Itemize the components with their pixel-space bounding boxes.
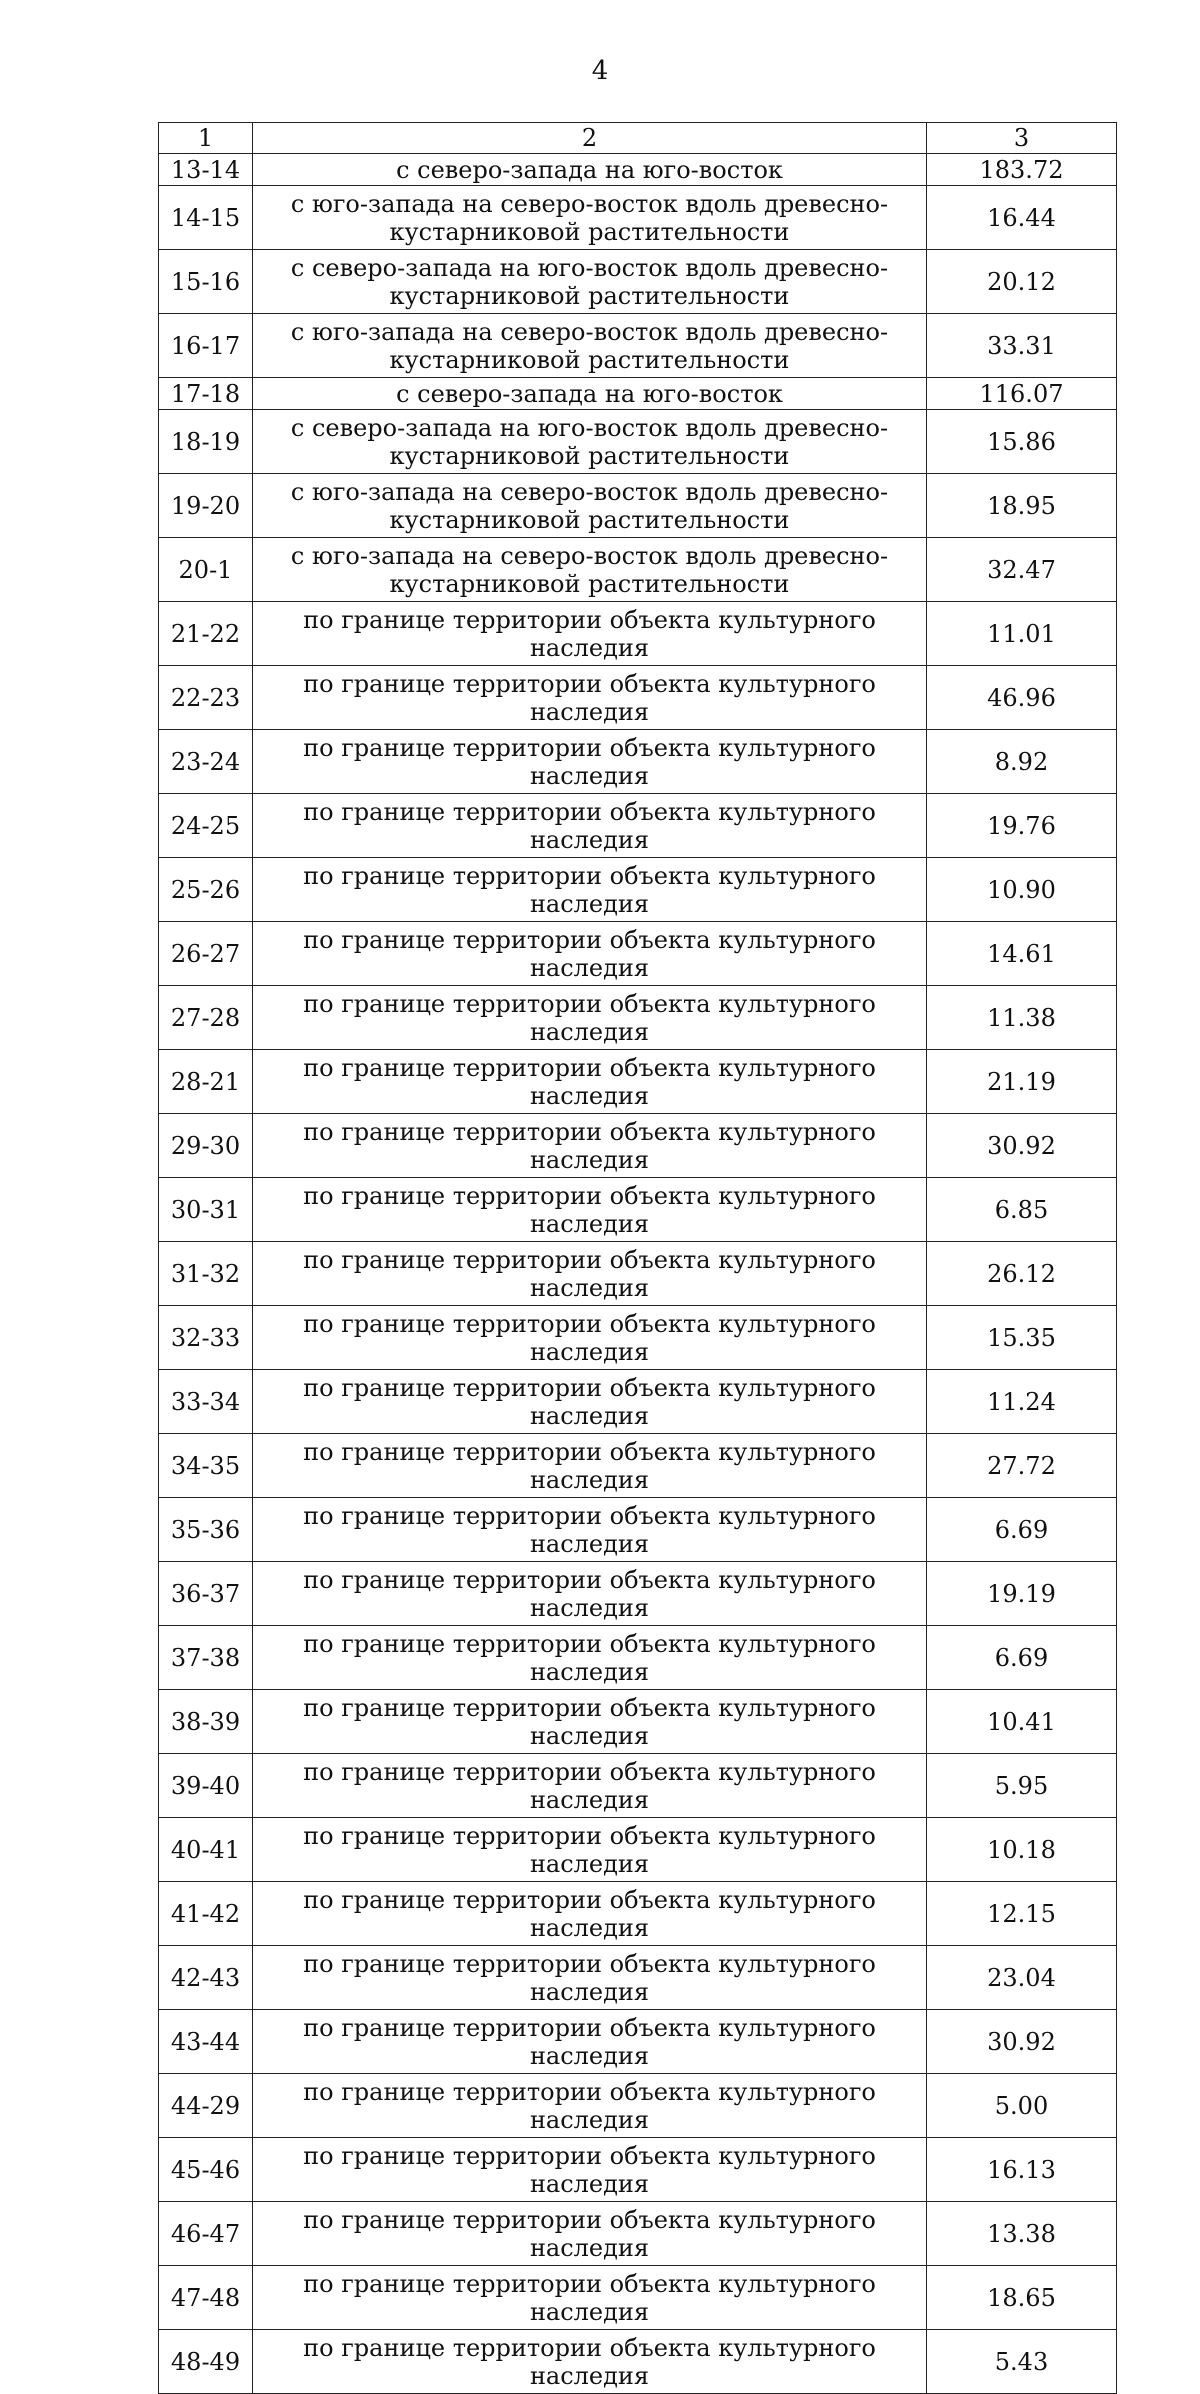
segment-cell: 38-39	[159, 1690, 253, 1754]
segment-cell: 39-40	[159, 1754, 253, 1818]
length-cell: 116.07	[927, 378, 1117, 410]
table-row	[159, 2330, 1117, 2394]
length-cell: 11.01	[927, 602, 1117, 666]
segment-cell: 25-26	[159, 858, 253, 922]
segment-cell: 34-35	[159, 1434, 253, 1498]
length-cell: 6.69	[927, 1498, 1117, 1562]
description-cell: по границе территории объекта культурного наследия	[253, 1050, 927, 1114]
description-cell: по границе территории объекта культурного наследия	[253, 2266, 927, 2330]
table-row	[159, 378, 1117, 410]
description-cell: по границе территории объекта культурного наследия	[253, 794, 927, 858]
length-cell: 5.95	[927, 1754, 1117, 1818]
length-cell: 30.92	[927, 2010, 1117, 2074]
table-row	[159, 730, 1117, 794]
length-cell: 10.90	[927, 858, 1117, 922]
segment-cell: 45-46	[159, 2138, 253, 2202]
table-row	[159, 2266, 1117, 2330]
description-cell: по границе территории объекта культурного наследия	[253, 2330, 927, 2394]
table-row	[159, 1306, 1117, 1370]
table-row	[159, 794, 1117, 858]
description-cell: по границе территории объекта культурного наследия	[253, 1434, 927, 1498]
segment-cell: 28-21	[159, 1050, 253, 1114]
segment-cell: 48-49	[159, 2330, 253, 2394]
table-row	[159, 922, 1117, 986]
table-row	[159, 410, 1117, 474]
length-cell: 23.04	[927, 1946, 1117, 2010]
description-cell: по границе территории объекта культурного наследия	[253, 1754, 927, 1818]
segment-cell: 20-1	[159, 538, 253, 602]
length-cell: 15.35	[927, 1306, 1117, 1370]
length-cell: 33.31	[927, 314, 1117, 378]
length-cell: 6.69	[927, 1626, 1117, 1690]
segment-cell: 24-25	[159, 794, 253, 858]
description-cell: по границе территории объекта культурного наследия	[253, 2010, 927, 2074]
description-cell: по границе территории объекта культурного наследия	[253, 986, 927, 1050]
table-row	[159, 602, 1117, 666]
segment-cell: 47-48	[159, 2266, 253, 2330]
description-cell: по границе территории объекта культурного наследия	[253, 1498, 927, 1562]
header-col-1: 1	[159, 123, 253, 154]
table-row	[159, 1946, 1117, 2010]
table-row	[159, 986, 1117, 1050]
length-cell: 16.13	[927, 2138, 1117, 2202]
length-cell: 32.47	[927, 538, 1117, 602]
description-cell: по границе территории объекта культурного наследия	[253, 1178, 927, 1242]
segment-cell: 14-15	[159, 186, 253, 250]
segment-cell: 22-23	[159, 666, 253, 730]
segment-cell: 35-36	[159, 1498, 253, 1562]
length-cell: 46.96	[927, 666, 1117, 730]
description-cell: с северо-запада на юго-восток	[253, 154, 927, 186]
segment-cell: 18-19	[159, 410, 253, 474]
table-row	[159, 250, 1117, 314]
table-row	[159, 1434, 1117, 1498]
table-row	[159, 666, 1117, 730]
description-cell: по границе территории объекта культурного наследия	[253, 1626, 927, 1690]
segment-cell: 33-34	[159, 1370, 253, 1434]
description-cell: по границе территории объекта культурного наследия	[253, 1882, 927, 1946]
length-cell: 18.65	[927, 2266, 1117, 2330]
page-number: 4	[591, 56, 609, 86]
table-row	[159, 1690, 1117, 1754]
description-cell: по границе территории объекта культурного наследия	[253, 858, 927, 922]
segment-cell: 21-22	[159, 602, 253, 666]
segment-cell: 15-16	[159, 250, 253, 314]
segment-cell: 40-41	[159, 1818, 253, 1882]
table-header	[159, 123, 1117, 154]
header-col-2: 2	[253, 123, 927, 154]
segment-cell: 26-27	[159, 922, 253, 986]
table-row	[159, 2138, 1117, 2202]
length-cell: 8.92	[927, 730, 1117, 794]
header-row	[159, 123, 1117, 154]
length-cell: 19.76	[927, 794, 1117, 858]
description-cell: с юго-запада на северо-восток вдоль древесно-кустарниковой растительности	[253, 474, 927, 538]
length-cell: 5.00	[927, 2074, 1117, 2138]
description-cell: по границе территории объекта культурного наследия	[253, 1946, 927, 2010]
table-row	[159, 186, 1117, 250]
table-row	[159, 1882, 1117, 1946]
length-cell: 27.72	[927, 1434, 1117, 1498]
length-cell: 5.43	[927, 2330, 1117, 2394]
segment-cell: 41-42	[159, 1882, 253, 1946]
length-cell: 30.92	[927, 1114, 1117, 1178]
length-cell: 10.41	[927, 1690, 1117, 1754]
description-cell: по границе территории объекта культурного наследия	[253, 1114, 927, 1178]
length-cell: 14.61	[927, 922, 1117, 986]
description-cell: по границе территории объекта культурного наследия	[253, 2202, 927, 2266]
segment-cell: 30-31	[159, 1178, 253, 1242]
table-row	[159, 1498, 1117, 1562]
description-cell: с юго-запада на северо-восток вдоль древесно-кустарниковой растительности	[253, 314, 927, 378]
segment-cell: 23-24	[159, 730, 253, 794]
table-row	[159, 314, 1117, 378]
description-cell: по границе территории объекта культурного наследия	[253, 1242, 927, 1306]
table-row	[159, 1562, 1117, 1626]
table-row	[159, 1242, 1117, 1306]
boundary-table	[158, 122, 1117, 2394]
description-cell: по границе территории объекта культурного наследия	[253, 1306, 927, 1370]
segment-cell: 32-33	[159, 1306, 253, 1370]
length-cell: 19.19	[927, 1562, 1117, 1626]
length-cell: 11.38	[927, 986, 1117, 1050]
table-row	[159, 154, 1117, 186]
table-row	[159, 1370, 1117, 1434]
segment-cell: 43-44	[159, 2010, 253, 2074]
length-cell: 10.18	[927, 1818, 1117, 1882]
segment-cell: 42-43	[159, 1946, 253, 2010]
table-row	[159, 1114, 1117, 1178]
table-row	[159, 2202, 1117, 2266]
length-cell: 13.38	[927, 2202, 1117, 2266]
segment-cell: 17-18	[159, 378, 253, 410]
header-col-3: 3	[927, 123, 1117, 154]
description-cell: по границе территории объекта культурного наследия	[253, 1562, 927, 1626]
description-cell: по границе территории объекта культурного наследия	[253, 1818, 927, 1882]
description-cell: с юго-запада на северо-восток вдоль древесно-кустарниковой растительности	[253, 186, 927, 250]
description-cell: с юго-запада на северо-восток вдоль древесно-кустарниковой растительности	[253, 538, 927, 602]
segment-cell: 13-14	[159, 154, 253, 186]
description-cell: с северо-запада на юго-восток вдоль древесно-кустарниковой растительности	[253, 250, 927, 314]
table-row	[159, 538, 1117, 602]
table-row	[159, 1626, 1117, 1690]
length-cell: 21.19	[927, 1050, 1117, 1114]
segment-cell: 27-28	[159, 986, 253, 1050]
description-cell: по границе территории объекта культурного наследия	[253, 2138, 927, 2202]
length-cell: 12.15	[927, 1882, 1117, 1946]
description-cell: по границе территории объекта культурного наследия	[253, 922, 927, 986]
table-row	[159, 2010, 1117, 2074]
description-cell: по границе территории объекта культурного наследия	[253, 2074, 927, 2138]
table-row	[159, 1050, 1117, 1114]
length-cell: 11.24	[927, 1370, 1117, 1434]
segment-cell: 37-38	[159, 1626, 253, 1690]
table-row	[159, 1754, 1117, 1818]
segment-cell: 44-29	[159, 2074, 253, 2138]
length-cell: 15.86	[927, 410, 1117, 474]
length-cell: 183.72	[927, 154, 1117, 186]
table-row	[159, 1178, 1117, 1242]
description-cell: с северо-запада на юго-восток	[253, 378, 927, 410]
description-cell: по границе территории объекта культурного наследия	[253, 730, 927, 794]
segment-cell: 31-32	[159, 1242, 253, 1306]
segment-cell: 16-17	[159, 314, 253, 378]
description-cell: с северо-запада на юго-восток вдоль древесно-кустарниковой растительности	[253, 410, 927, 474]
length-cell: 20.12	[927, 250, 1117, 314]
segment-cell: 36-37	[159, 1562, 253, 1626]
table-row	[159, 474, 1117, 538]
segment-cell: 29-30	[159, 1114, 253, 1178]
table-body	[159, 154, 1117, 2394]
description-cell: по границе территории объекта культурного наследия	[253, 1370, 927, 1434]
description-cell: по границе территории объекта культурного наследия	[253, 602, 927, 666]
length-cell: 6.85	[927, 1178, 1117, 1242]
description-cell: по границе территории объекта культурного наследия	[253, 666, 927, 730]
table-row	[159, 1818, 1117, 1882]
length-cell: 18.95	[927, 474, 1117, 538]
table-row	[159, 2074, 1117, 2138]
table-row	[159, 858, 1117, 922]
segment-cell: 19-20	[159, 474, 253, 538]
length-cell: 16.44	[927, 186, 1117, 250]
description-cell: по границе территории объекта культурного наследия	[253, 1690, 927, 1754]
length-cell: 26.12	[927, 1242, 1117, 1306]
segment-cell: 46-47	[159, 2202, 253, 2266]
